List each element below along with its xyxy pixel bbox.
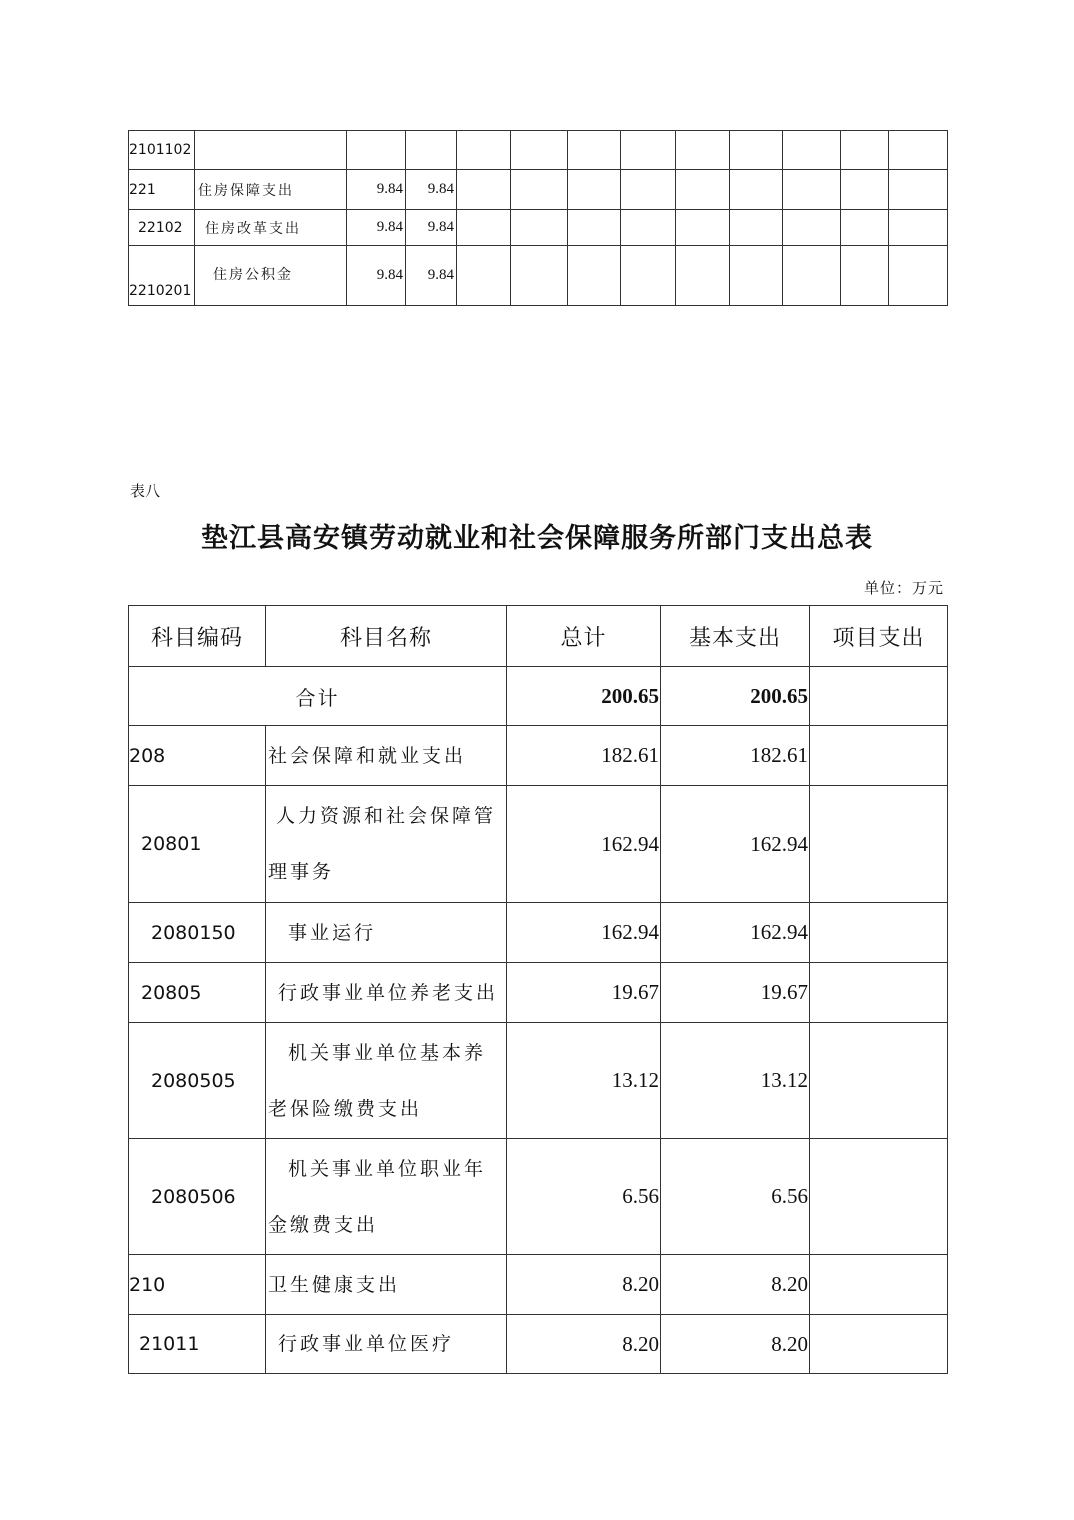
row-basic: 13.12 — [661, 1023, 810, 1139]
table-row — [129, 903, 948, 963]
table-row — [129, 1139, 948, 1255]
header-code: 科目编码 — [129, 606, 266, 667]
row-name-line-1: 机关事业单位基本养 — [288, 1041, 487, 1064]
row-code: 20801 — [129, 786, 266, 903]
table-row — [129, 1023, 948, 1139]
table-header-row — [129, 606, 948, 667]
row-code: 221 — [129, 170, 195, 210]
row-code: 21011 — [129, 1315, 266, 1374]
row-code: 20805 — [129, 963, 266, 1023]
row-name-line-2: 老保险缴费支出 — [268, 1097, 423, 1120]
row-value-1: 9.84 — [347, 170, 406, 210]
row-total: 19.67 — [507, 963, 661, 1023]
row-value-2: 9.84 — [406, 246, 457, 306]
table-row — [129, 210, 948, 246]
row-basic: 182.61 — [661, 726, 810, 786]
row-project — [810, 1139, 948, 1255]
row-basic: 6.56 — [661, 1139, 810, 1255]
header-name: 科目名称 — [266, 606, 507, 667]
row-code: 2210201 — [129, 246, 195, 306]
row-value-1: 9.84 — [347, 246, 406, 306]
header-total: 总计 — [507, 606, 661, 667]
row-value-1 — [347, 131, 406, 170]
header-project: 项目支出 — [810, 606, 948, 667]
row-code: 2080505 — [129, 1023, 266, 1139]
row-code: 210 — [129, 1255, 266, 1315]
unit-label: 单位：万元 — [863, 579, 944, 597]
row-total: 13.12 — [507, 1023, 661, 1139]
table-row — [129, 246, 948, 306]
row-code: 2080150 — [129, 903, 266, 963]
table-row — [129, 963, 948, 1023]
row-value-2: 9.84 — [406, 210, 457, 246]
table-row — [129, 786, 948, 903]
row-value-2: 9.84 — [406, 170, 457, 210]
total-label: 合计 — [129, 667, 507, 726]
row-name-line-2: 理事务 — [268, 861, 335, 883]
project-value — [810, 667, 948, 726]
row-total: 8.20 — [507, 1255, 661, 1315]
row-basic: 8.20 — [661, 1315, 810, 1374]
table-row — [129, 131, 948, 170]
row-total: 182.61 — [507, 726, 661, 786]
row-project — [810, 963, 948, 1023]
row-total: 162.94 — [507, 786, 661, 903]
row-project — [810, 1315, 948, 1374]
table-number-label: 表八 — [130, 482, 161, 500]
row-name-line-1: 人力资源和社会保障管 — [276, 805, 497, 827]
row-project — [810, 1255, 948, 1315]
row-project — [810, 903, 948, 963]
row-name — [195, 131, 347, 170]
row-name: 行政事业单位养老支出 — [266, 963, 507, 1023]
row-value-1: 9.84 — [347, 210, 406, 246]
basic-value: 200.65 — [661, 667, 810, 726]
row-name: 事业运行 — [266, 903, 507, 963]
row-name: 社会保障和就业支出 — [266, 726, 507, 786]
row-name-line-2: 金缴费支出 — [268, 1213, 379, 1236]
row-name-line-1: 机关事业单位职业年 — [288, 1157, 487, 1180]
row-name: 卫生健康支出 — [266, 1255, 507, 1315]
row-code: 2101102 — [129, 131, 195, 170]
row-basic: 162.94 — [661, 903, 810, 963]
row-basic: 8.20 — [661, 1255, 810, 1315]
header-basic: 基本支出 — [661, 606, 810, 667]
table-row — [129, 726, 948, 786]
row-name: 住房公积金 — [195, 246, 347, 306]
row-name — [266, 786, 507, 903]
row-name: 住房改革支出 — [195, 210, 347, 246]
row-project — [810, 726, 948, 786]
row-total: 162.94 — [507, 903, 661, 963]
row-name — [266, 1023, 507, 1139]
page-title: 垫江县高安镇劳动就业和社会保障服务所部门支出总表 — [201, 523, 873, 554]
row-value-2 — [406, 131, 457, 170]
continuation-table — [128, 130, 948, 306]
row-code: 208 — [129, 726, 266, 786]
row-total: 8.20 — [507, 1315, 661, 1374]
table-row — [129, 1255, 948, 1315]
row-code: 22102 — [129, 210, 195, 246]
expenditure-table — [128, 605, 948, 1374]
total-value: 200.65 — [507, 667, 661, 726]
row-basic: 19.67 — [661, 963, 810, 1023]
table-row — [129, 170, 948, 210]
row-project — [810, 786, 948, 903]
total-row — [129, 667, 948, 726]
row-name — [266, 1139, 507, 1255]
table-row — [129, 1315, 948, 1374]
row-name: 住房保障支出 — [195, 170, 347, 210]
row-code: 2080506 — [129, 1139, 266, 1255]
row-total: 6.56 — [507, 1139, 661, 1255]
row-basic: 162.94 — [661, 786, 810, 903]
row-name: 行政事业单位医疗 — [266, 1315, 507, 1374]
row-project — [810, 1023, 948, 1139]
